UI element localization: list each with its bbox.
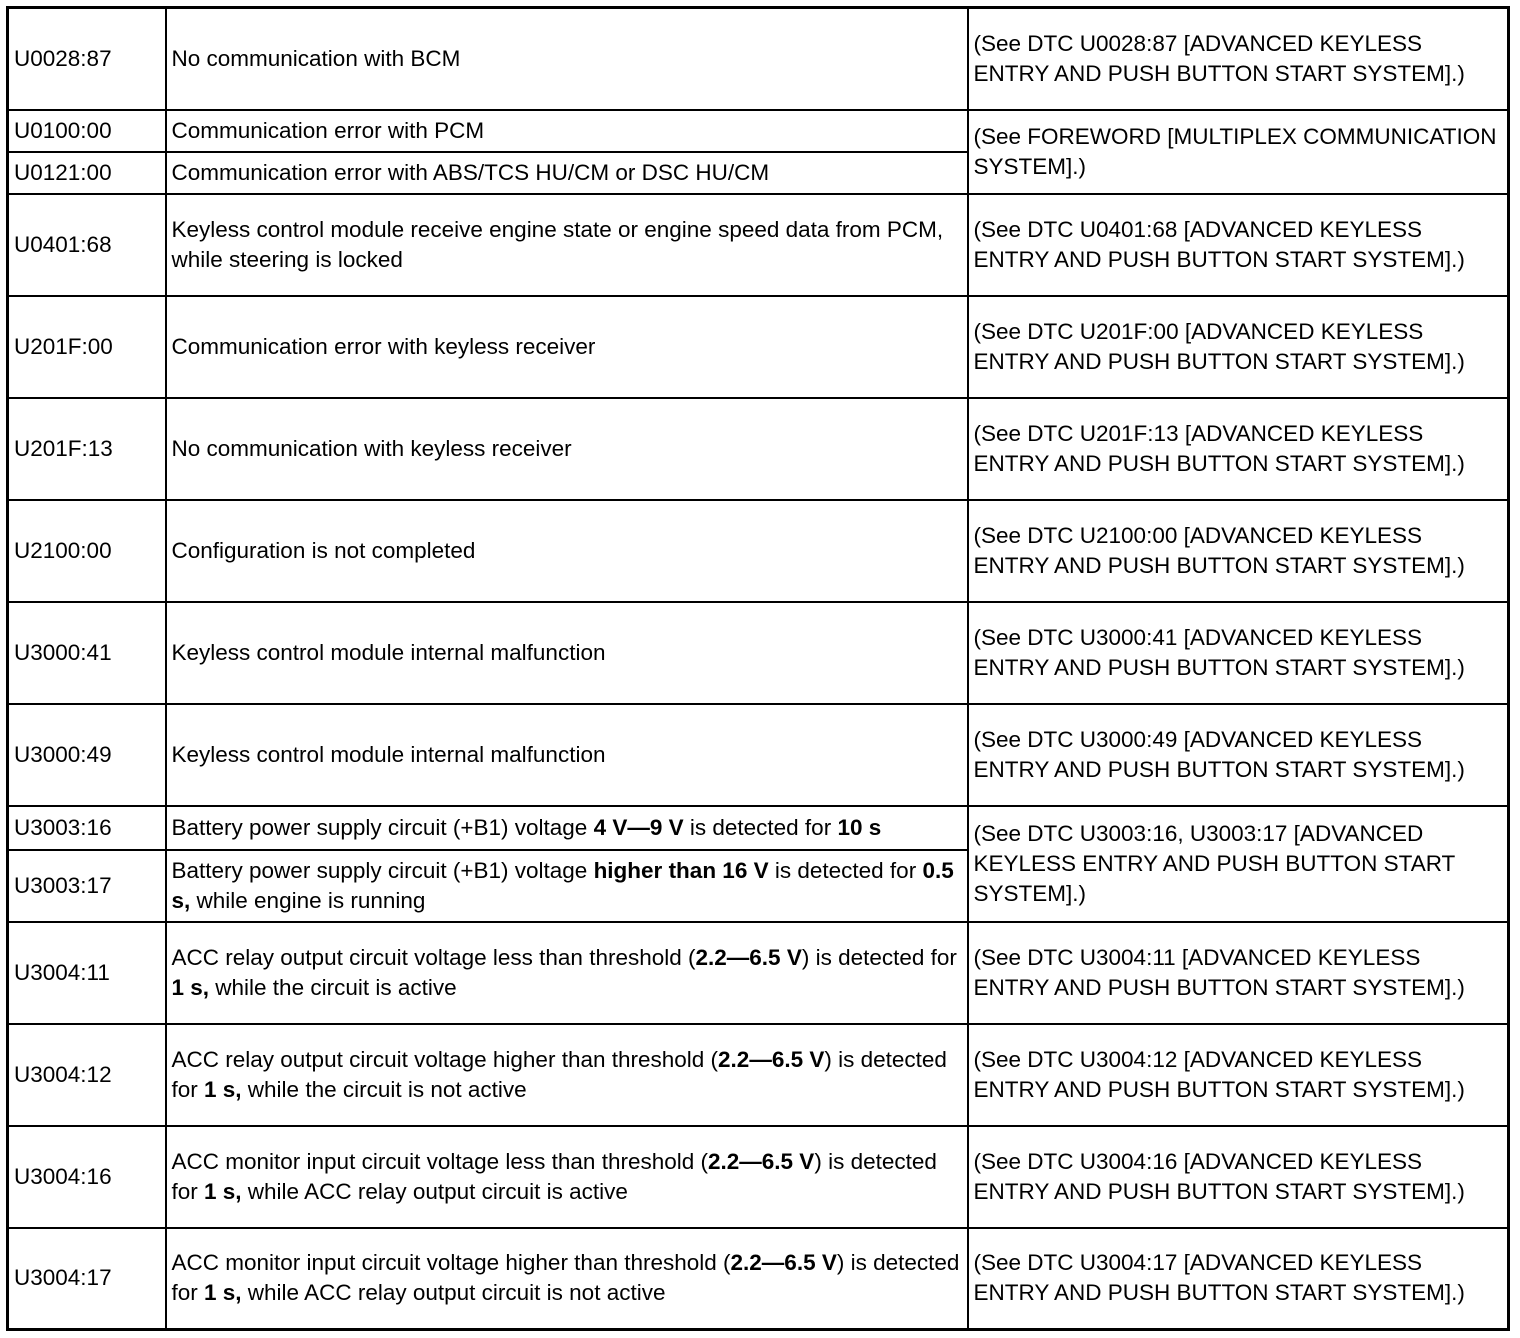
table-row: [8, 296, 1509, 398]
dtc-reference: (See DTC U0028:87 [ADVANCED KEYLESS ENTRY AND PUSH BUTTON START SYSTEM].): [968, 8, 1509, 110]
dtc-reference: (See DTC U2100:00 [ADVANCED KEYLESS ENTRY AND PUSH BUTTON START SYSTEM].): [968, 500, 1509, 602]
dtc-description: Keyless control module internal malfunction: [166, 602, 968, 704]
dtc-code: U3004:16: [8, 1126, 166, 1228]
dtc-description: ACC monitor input circuit voltage higher than threshold (2.2—6.5 V) is detected for 1 s, while ACC relay output circuit is not active: [166, 1228, 968, 1330]
dtc-reference: (See DTC U3004:12 [ADVANCED KEYLESS ENTRY AND PUSH BUTTON START SYSTEM].): [968, 1024, 1509, 1126]
table-row: [8, 922, 1509, 1024]
dtc-code: U0121:00: [8, 152, 166, 194]
dtc-reference: (See DTC U201F:13 [ADVANCED KEYLESS ENTRY AND PUSH BUTTON START SYSTEM].): [968, 398, 1509, 500]
dtc-reference: (See DTC U3004:11 [ADVANCED KEYLESS ENTRY AND PUSH BUTTON START SYSTEM].): [968, 922, 1509, 1024]
table-row: [8, 704, 1509, 806]
dtc-code: U3000:49: [8, 704, 166, 806]
dtc-description: Battery power supply circuit (+B1) voltage higher than 16 V is detected for 0.5 s, while engine is running: [166, 850, 968, 922]
dtc-reference: (See DTC U3000:41 [ADVANCED KEYLESS ENTRY AND PUSH BUTTON START SYSTEM].): [968, 602, 1509, 704]
table-row: [8, 500, 1509, 602]
table-row: [8, 194, 1509, 296]
dtc-reference: (See DTC U3004:17 [ADVANCED KEYLESS ENTRY AND PUSH BUTTON START SYSTEM].): [968, 1228, 1509, 1330]
dtc-code: U3004:17: [8, 1228, 166, 1330]
dtc-code: U3000:41: [8, 602, 166, 704]
dtc-description: Keyless control module receive engine state or engine speed data from PCM, while steering is locked: [166, 194, 968, 296]
dtc-code: U0028:87: [8, 8, 166, 110]
dtc-description: Configuration is not completed: [166, 500, 968, 602]
dtc-description: Battery power supply circuit (+B1) voltage 4 V—9 V is detected for 10 s: [166, 806, 968, 850]
dtc-code: U3003:16: [8, 806, 166, 850]
dtc-reference: (See DTC U3004:16 [ADVANCED KEYLESS ENTRY AND PUSH BUTTON START SYSTEM].): [968, 1126, 1509, 1228]
dtc-description: ACC relay output circuit voltage less than threshold (2.2—6.5 V) is detected for 1 s, while the circuit is active: [166, 922, 968, 1024]
dtc-description: No communication with keyless receiver: [166, 398, 968, 500]
table-row: [8, 602, 1509, 704]
dtc-code: U201F:00: [8, 296, 166, 398]
table-row: [8, 1024, 1509, 1126]
dtc-code: U3004:11: [8, 922, 166, 1024]
dtc-code: U0401:68: [8, 194, 166, 296]
dtc-code: U3004:12: [8, 1024, 166, 1126]
table-row: [8, 8, 1509, 110]
dtc-description: ACC monitor input circuit voltage less than threshold (2.2—6.5 V) is detected for 1 s, while ACC relay output circuit is active: [166, 1126, 968, 1228]
dtc-reference: (See DTC U0401:68 [ADVANCED KEYLESS ENTRY AND PUSH BUTTON START SYSTEM].): [968, 194, 1509, 296]
table-row: [8, 1228, 1509, 1330]
dtc-code: U0100:00: [8, 110, 166, 152]
dtc-table: [6, 6, 1510, 1331]
dtc-code: U3003:17: [8, 850, 166, 922]
dtc-reference: (See DTC U3003:16, U3003:17 [ADVANCED KEYLESS ENTRY AND PUSH BUTTON START SYSTEM].): [968, 806, 1509, 922]
dtc-description: No communication with BCM: [166, 8, 968, 110]
dtc-description: Communication error with PCM: [166, 110, 968, 152]
table-row: [8, 806, 1509, 850]
dtc-code: U201F:13: [8, 398, 166, 500]
table-row: [8, 110, 1509, 152]
table-row: [8, 398, 1509, 500]
dtc-description: Keyless control module internal malfunction: [166, 704, 968, 806]
dtc-reference: (See FOREWORD [MULTIPLEX COMMUNICATION SYSTEM].): [968, 110, 1509, 194]
dtc-description: Communication error with keyless receiver: [166, 296, 968, 398]
dtc-reference: (See DTC U201F:00 [ADVANCED KEYLESS ENTRY AND PUSH BUTTON START SYSTEM].): [968, 296, 1509, 398]
table-row: [8, 1126, 1509, 1228]
dtc-code: U2100:00: [8, 500, 166, 602]
dtc-description: Communication error with ABS/TCS HU/CM or DSC HU/CM: [166, 152, 968, 194]
dtc-description: ACC relay output circuit voltage higher than threshold (2.2—6.5 V) is detected for 1 s, while the circuit is not active: [166, 1024, 968, 1126]
dtc-reference: (See DTC U3000:49 [ADVANCED KEYLESS ENTRY AND PUSH BUTTON START SYSTEM].): [968, 704, 1509, 806]
